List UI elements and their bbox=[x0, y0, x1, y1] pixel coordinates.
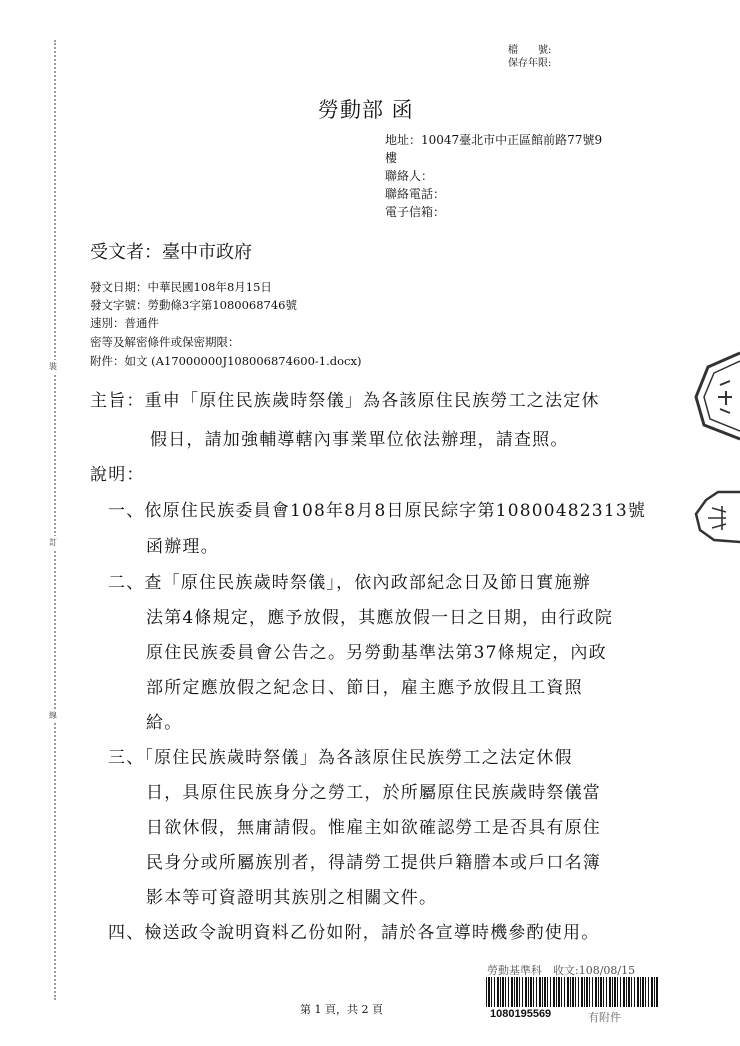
security-level: 密等及解密條件或保密期限： bbox=[90, 335, 240, 349]
delivery-speed: 速別：普通件 bbox=[90, 316, 159, 330]
item-3-line-2: 日，具原住民族身分之勞工，於所屬原住民族歲時祭儀當 bbox=[146, 783, 601, 803]
recipient: 受文者：臺中市政府 bbox=[90, 242, 252, 263]
archive-file-no: 檔 號: bbox=[508, 45, 552, 56]
attachment-info: 附件：如文 (A17000000J108006874600-1.docx) bbox=[90, 354, 362, 368]
contact-person: 聯絡人： bbox=[385, 169, 434, 183]
item-3-line-3: 日欲休假，無庸請假。惟雇主如欲確認勞工是否具有原住 bbox=[146, 818, 601, 838]
subject-line-1: 主旨：重申「原住民族歲時祭儀」為各該原住民族勞工之法定休 bbox=[90, 391, 600, 411]
item-3-line-4: 民身分或所屬族別者，得請勞工提供戶籍謄本或戶口名簿 bbox=[146, 853, 601, 873]
item-3-line-1: 三、「原住民族歲時祭儀」為各該原住民族勞工之法定休假 bbox=[108, 748, 573, 768]
item-1-line-1: 一、依原住民族委員會108年8月8日原民綜字第10800482313號 bbox=[108, 501, 647, 521]
page-number-footer: 第 1 頁，共 2 頁 bbox=[300, 1003, 383, 1016]
address-line-1: 地址：10047臺北市中正區館前路77號9 bbox=[385, 133, 603, 147]
item-2-line-5: 給。 bbox=[146, 713, 183, 733]
binding-char-ding: 訂 bbox=[49, 536, 57, 550]
attachment-flag: 有附件 bbox=[588, 1011, 621, 1024]
binding-dotted-line bbox=[54, 40, 56, 1000]
archive-retention: 保存年限: bbox=[508, 58, 552, 69]
binding-char-zhuang: 裝 bbox=[49, 360, 57, 374]
item-4-line-1: 四、檢送政令說明資料乙份如附，請於各宣導時機參酌使用。 bbox=[108, 923, 600, 943]
barcode-image bbox=[486, 977, 658, 1007]
address-line-2: 樓 bbox=[385, 151, 398, 165]
receipt-stamp: 勞動基準科 收文:108/08/15 bbox=[487, 964, 636, 977]
contact-email: 電子信箱： bbox=[385, 205, 446, 219]
issue-date: 發文日期：中華民國108年8月15日 bbox=[90, 280, 272, 294]
document-title: 勞動部 函 bbox=[318, 98, 414, 122]
subject-line-2: 假日，請加強輔導轄內事業單位依法辦理，請查照。 bbox=[150, 430, 569, 450]
item-2-line-2: 法第4條規定，應予放假，其應放假一日之日期，由行政院 bbox=[146, 608, 614, 628]
item-1-line-2: 函辦理。 bbox=[146, 537, 219, 557]
seal-stamp-partial bbox=[690, 345, 740, 445]
barcode-number: 1080195569 bbox=[490, 1008, 552, 1020]
item-3-line-5: 影本等可資證明其族別之相關文件。 bbox=[146, 888, 438, 908]
official-stamp-partial bbox=[688, 488, 740, 546]
document-number: 發文字號：勞動條3字第1080068746號 bbox=[90, 298, 297, 312]
binding-char-xian: 線 bbox=[49, 709, 57, 723]
contact-phone: 聯絡電話： bbox=[385, 187, 446, 201]
item-2-line-3: 原住民族委員會公告之。另勞動基準法第37條規定，內政 bbox=[146, 643, 607, 663]
explanation-label: 說明： bbox=[90, 465, 145, 485]
item-2-line-1: 二、查「原住民族歲時祭儀」，依內政部紀念日及節日實施辦 bbox=[108, 573, 591, 593]
item-2-line-4: 部所定應放假之紀念日、節日，雇主應予放假且工資照 bbox=[146, 678, 583, 698]
